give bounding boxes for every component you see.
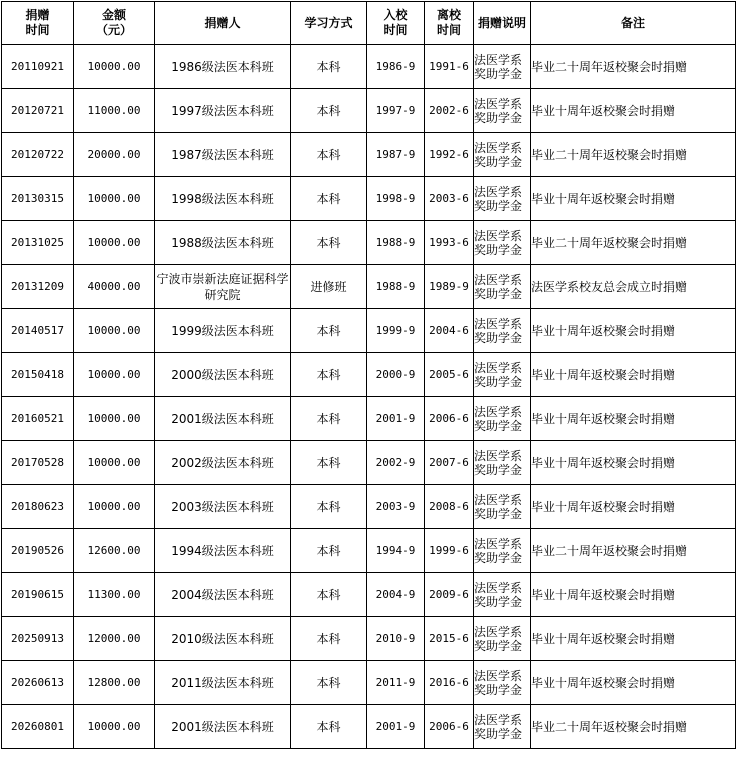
cell-enroll: 2001-9: [367, 705, 425, 749]
header-date: 捐赠 时间: [2, 2, 74, 45]
cell-date: 20260801: [2, 705, 74, 749]
cell-study-mode: 本科: [291, 573, 367, 617]
table-row: [2, 661, 736, 705]
cell-description: [474, 133, 531, 177]
cell-description: [474, 89, 531, 133]
cell-leave: 2004-6: [425, 309, 474, 353]
cell-study-mode: 本科: [291, 221, 367, 265]
table-row: [2, 485, 736, 529]
description-line: 法医学系: [474, 96, 523, 111]
cell-leave: 2006-6: [425, 397, 474, 441]
cell-date: 20260613: [2, 661, 74, 705]
description-line: 奖助学金: [474, 726, 523, 741]
cell-remark: 毕业二十周年返校聚会时捐赠: [531, 45, 736, 89]
cell-leave: 1991-6: [425, 45, 474, 89]
cell-description: [474, 705, 531, 749]
table-row: [2, 133, 736, 177]
cell-donor: 2004级法医本科班: [155, 573, 291, 617]
header-study-mode: 学习方式: [291, 2, 367, 45]
cell-leave: 2003-6: [425, 177, 474, 221]
cell-enroll: 2002-9: [367, 441, 425, 485]
description-line: 奖助学金: [474, 374, 523, 389]
cell-date: 20250913: [2, 617, 74, 661]
cell-study-mode: 本科: [291, 309, 367, 353]
table-row: [2, 441, 736, 485]
cell-remark: 毕业十周年返校聚会时捐赠: [531, 177, 736, 221]
cell-leave: 1989-9: [425, 265, 474, 309]
cell-date: 20180623: [2, 485, 74, 529]
table-row: [2, 529, 736, 573]
description-line: 奖助学金: [474, 242, 523, 257]
cell-leave: 1999-6: [425, 529, 474, 573]
description-line: 法医学系: [474, 404, 523, 419]
cell-study-mode: 本科: [291, 617, 367, 661]
cell-enroll: 2011-9: [367, 661, 425, 705]
cell-donor: 2000级法医本科班: [155, 353, 291, 397]
description-line: 奖助学金: [474, 154, 523, 169]
description-line: 奖助学金: [474, 462, 523, 477]
cell-study-mode: 本科: [291, 89, 367, 133]
cell-remark: 毕业二十周年返校聚会时捐赠: [531, 529, 736, 573]
cell-description: [474, 353, 531, 397]
donation-table: [1, 1, 736, 749]
cell-date: 20120721: [2, 89, 74, 133]
cell-study-mode: 进修班: [291, 265, 367, 309]
cell-amount: 10000.00: [74, 485, 155, 529]
cell-donor: 2003级法医本科班: [155, 485, 291, 529]
description-line: 奖助学金: [474, 418, 523, 433]
cell-enroll: 1997-9: [367, 89, 425, 133]
description-line: 法医学系: [474, 668, 523, 683]
cell-description: [474, 441, 531, 485]
cell-date: 20160521: [2, 397, 74, 441]
description-line: 奖助学金: [474, 594, 523, 609]
table-row: [2, 89, 736, 133]
cell-leave: 2016-6: [425, 661, 474, 705]
cell-enroll: 2000-9: [367, 353, 425, 397]
description-line: 法医学系: [474, 624, 523, 639]
cell-date: 20120722: [2, 133, 74, 177]
cell-study-mode: 本科: [291, 485, 367, 529]
cell-donor: 2002级法医本科班: [155, 441, 291, 485]
cell-leave: 2009-6: [425, 573, 474, 617]
cell-remark: 毕业十周年返校聚会时捐赠: [531, 89, 736, 133]
cell-remark: 毕业十周年返校聚会时捐赠: [531, 441, 736, 485]
cell-amount: 11000.00: [74, 89, 155, 133]
cell-enroll: 2001-9: [367, 397, 425, 441]
table-row: [2, 617, 736, 661]
cell-date: 20130315: [2, 177, 74, 221]
description-line: 法医学系: [474, 492, 523, 507]
table-row: [2, 177, 736, 221]
description-line: 法医学系: [474, 228, 523, 243]
description-line: 奖助学金: [474, 66, 523, 81]
cell-donor: 2011级法医本科班: [155, 661, 291, 705]
cell-remark: 毕业二十周年返校聚会时捐赠: [531, 133, 736, 177]
description-line: 奖助学金: [474, 286, 523, 301]
cell-description: [474, 573, 531, 617]
cell-amount: 10000.00: [74, 397, 155, 441]
cell-enroll: 2003-9: [367, 485, 425, 529]
cell-amount: 10000.00: [74, 353, 155, 397]
description-line: 法医学系: [474, 580, 523, 595]
cell-description: [474, 221, 531, 265]
cell-leave: 2015-6: [425, 617, 474, 661]
cell-date: 20190615: [2, 573, 74, 617]
cell-leave: 1992-6: [425, 133, 474, 177]
header-donor: 捐赠人: [155, 2, 291, 45]
header-amount: 金额 （元）: [74, 2, 155, 45]
cell-enroll: 1988-9: [367, 221, 425, 265]
description-line: 法医学系: [474, 360, 523, 375]
description-line: 奖助学金: [474, 682, 523, 697]
cell-amount: 11300.00: [74, 573, 155, 617]
cell-leave: 2008-6: [425, 485, 474, 529]
cell-leave: 2005-6: [425, 353, 474, 397]
cell-date: 20140517: [2, 309, 74, 353]
description-line: 奖助学金: [474, 506, 523, 521]
cell-enroll: 2010-9: [367, 617, 425, 661]
table-row: [2, 705, 736, 749]
cell-leave: 2006-6: [425, 705, 474, 749]
description-line: 法医学系: [474, 448, 523, 463]
cell-amount: 10000.00: [74, 441, 155, 485]
cell-remark: 毕业十周年返校聚会时捐赠: [531, 353, 736, 397]
cell-remark: 毕业十周年返校聚会时捐赠: [531, 309, 736, 353]
cell-description: [474, 45, 531, 89]
cell-study-mode: 本科: [291, 353, 367, 397]
cell-enroll: 1988-9: [367, 265, 425, 309]
description-line: 奖助学金: [474, 198, 523, 213]
header-row: [2, 2, 736, 45]
table-row: [2, 397, 736, 441]
cell-description: [474, 177, 531, 221]
cell-description: [474, 265, 531, 309]
cell-donor: 1999级法医本科班: [155, 309, 291, 353]
cell-donor: 1986级法医本科班: [155, 45, 291, 89]
description-line: 奖助学金: [474, 638, 523, 653]
cell-remark: 毕业二十周年返校聚会时捐赠: [531, 221, 736, 265]
cell-donor: 1987级法医本科班: [155, 133, 291, 177]
cell-leave: 2007-6: [425, 441, 474, 485]
cell-date: 20131209: [2, 265, 74, 309]
table-row: [2, 265, 736, 309]
cell-enroll: 1994-9: [367, 529, 425, 573]
cell-amount: 10000.00: [74, 309, 155, 353]
description-line: 法医学系: [474, 52, 523, 67]
description-line: 法医学系: [474, 712, 523, 727]
cell-remark: 法医学系校友总会成立时捐赠: [531, 265, 736, 309]
cell-amount: 10000.00: [74, 45, 155, 89]
cell-amount: 20000.00: [74, 133, 155, 177]
cell-enroll: 1987-9: [367, 133, 425, 177]
cell-amount: 10000.00: [74, 221, 155, 265]
cell-date: 20131025: [2, 221, 74, 265]
cell-amount: 12000.00: [74, 617, 155, 661]
cell-remark: 毕业二十周年返校聚会时捐赠: [531, 705, 736, 749]
cell-description: [474, 529, 531, 573]
table-row: [2, 573, 736, 617]
cell-donor: 宁波市崇新法庭证据科学研究院: [155, 265, 291, 309]
description-line: 法医学系: [474, 184, 523, 199]
cell-amount: 12600.00: [74, 529, 155, 573]
cell-donor: 2001级法医本科班: [155, 397, 291, 441]
cell-description: [474, 397, 531, 441]
cell-remark: 毕业十周年返校聚会时捐赠: [531, 617, 736, 661]
header-remark: 备注: [531, 2, 736, 45]
cell-donor: 1988级法医本科班: [155, 221, 291, 265]
cell-donor: 1994级法医本科班: [155, 529, 291, 573]
cell-description: [474, 617, 531, 661]
cell-enroll: 1986-9: [367, 45, 425, 89]
cell-date: 20190526: [2, 529, 74, 573]
cell-leave: 2002-6: [425, 89, 474, 133]
cell-enroll: 2004-9: [367, 573, 425, 617]
header-description: 捐赠说明: [474, 2, 531, 45]
cell-donor: 1998级法医本科班: [155, 177, 291, 221]
cell-date: 20170528: [2, 441, 74, 485]
cell-study-mode: 本科: [291, 441, 367, 485]
table-row: [2, 45, 736, 89]
header-leave: 离校 时间: [425, 2, 474, 45]
cell-remark: 毕业十周年返校聚会时捐赠: [531, 397, 736, 441]
cell-amount: 12800.00: [74, 661, 155, 705]
description-line: 奖助学金: [474, 550, 523, 565]
cell-enroll: 1998-9: [367, 177, 425, 221]
header-enroll: 入校 时间: [367, 2, 425, 45]
description-line: 法医学系: [474, 140, 523, 155]
cell-remark: 毕业十周年返校聚会时捐赠: [531, 485, 736, 529]
cell-amount: 40000.00: [74, 265, 155, 309]
cell-enroll: 1999-9: [367, 309, 425, 353]
cell-study-mode: 本科: [291, 529, 367, 573]
cell-study-mode: 本科: [291, 705, 367, 749]
description-line: 法医学系: [474, 272, 523, 287]
description-line: 奖助学金: [474, 110, 523, 125]
cell-donor: 2010级法医本科班: [155, 617, 291, 661]
cell-amount: 10000.00: [74, 705, 155, 749]
description-line: 奖助学金: [474, 330, 523, 345]
cell-description: [474, 309, 531, 353]
cell-description: [474, 661, 531, 705]
cell-date: 20110921: [2, 45, 74, 89]
table-row: [2, 309, 736, 353]
cell-amount: 10000.00: [74, 177, 155, 221]
cell-study-mode: 本科: [291, 661, 367, 705]
cell-study-mode: 本科: [291, 397, 367, 441]
cell-donor: 2001级法医本科班: [155, 705, 291, 749]
cell-donor: 1997级法医本科班: [155, 89, 291, 133]
description-line: 法医学系: [474, 316, 523, 331]
cell-remark: 毕业十周年返校聚会时捐赠: [531, 573, 736, 617]
cell-date: 20150418: [2, 353, 74, 397]
description-line: 法医学系: [474, 536, 523, 551]
cell-leave: 1993-6: [425, 221, 474, 265]
cell-remark: 毕业十周年返校聚会时捐赠: [531, 661, 736, 705]
cell-study-mode: 本科: [291, 45, 367, 89]
table-row: [2, 221, 736, 265]
cell-study-mode: 本科: [291, 177, 367, 221]
table-row: [2, 353, 736, 397]
cell-description: [474, 485, 531, 529]
table-body: [2, 45, 736, 749]
cell-study-mode: 本科: [291, 133, 367, 177]
